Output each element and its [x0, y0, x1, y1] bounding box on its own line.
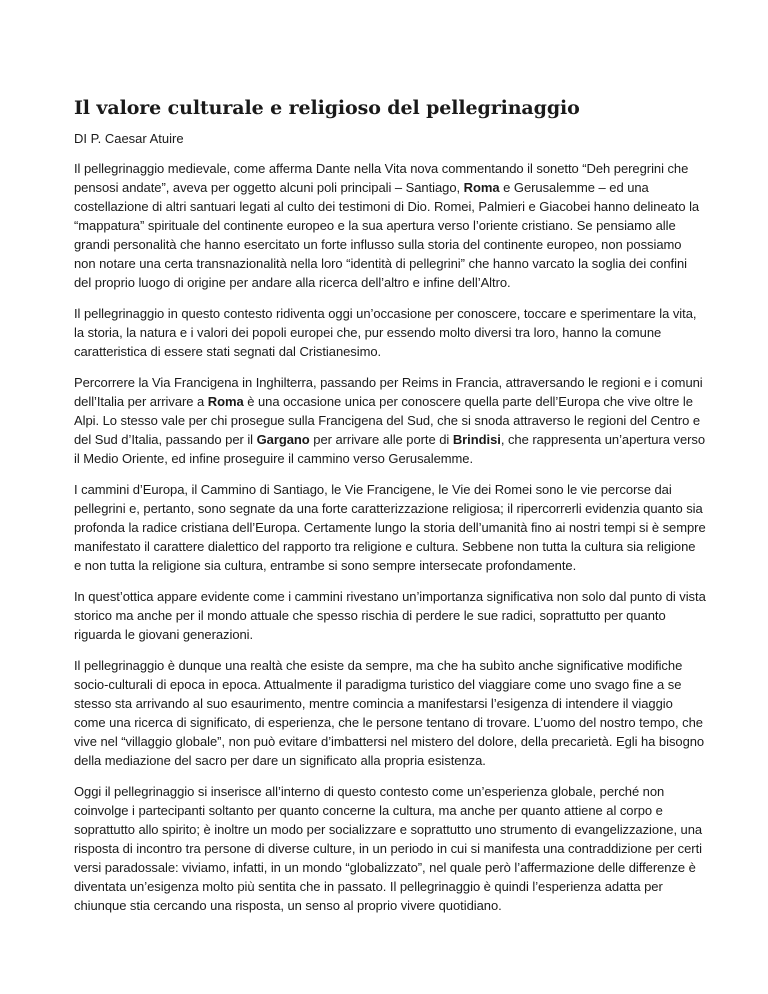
- text-run: Il pellegrinaggio è dunque una realtà che esiste da sempre, ma che ha subìto anche significative modifiche socio-culturali di epoca in epoca. Attualmente il paradigma turistico del viaggiare come uno svago fine a se stesso sta arrivando al suo esaurimento, mentre comincia a manifestarsi l’esigenza di intendere il viaggio come una ricerca di significato, di esperienza, che le persone tentano di trovare. L’uomo del nostro tempo, che vive nel “villaggio globale”, non può evitare d’imbattersi nel mistero del dolore, della precarietà. Egli ha bisogno della mediazione del sacro per dare un significato alla propria esistenza.: [74, 658, 705, 768]
- text-run: Percorrere la Via Francigena in Inghilterra, passando per Reims in Francia, attraversando le regioni e i comuni dell’Italia per arrivare a: [74, 375, 703, 409]
- text-run: Il pellegrinaggio in questo contesto ridiventa oggi un’occasione per conoscere, toccare e sperimentare la vita, la storia, la natura e i valori dei popoli europei che, pur essendo molto diversi tra loro, hanno la comune caratteristica di essere stati segnati dal Cristianesimo.: [74, 306, 697, 359]
- document-page: [74, 96, 706, 927]
- text-run: , che rappresenta un’apertura verso il Medio Oriente, ed infine proseguire il cammino verso Gerusalemme.: [74, 432, 706, 466]
- text-run: I cammini d’Europa, il Cammino di Santiago, le Vie Francigene, le Vie dei Romei sono le vie percorse dai pellegrini e, pertanto, sono segnate da una forte caratterizzazione religiosa; il ripercorrerli evidenzia quanto sia profonda la radice cristiana dell’Europa. Certamente lungo la storia dell’umanità fino ai nostri tempi si è sempre manifestato il carattere dialettico del rapporto tra religione e cultura. Sebbene non tutta la cultura sia religione e non tutta la religione sia cultura, entrambe si sono sempre intersecate profondamente.: [74, 482, 706, 573]
- article-title: Il valore culturale e religioso del pellegrinaggio: [74, 97, 580, 119]
- paragraph: [74, 159, 706, 292]
- paragraph: [74, 656, 706, 770]
- paragraph: [74, 782, 706, 915]
- paragraph: [74, 587, 706, 644]
- text-run: Oggi il pellegrinaggio si inserisce all’interno di questo contesto come un’esperienza globale, perché non coinvolge i partecipanti soltanto per quanto concerne la cultura, ma anche per quanto attiene al corpo e soprattutto allo spirito; è inoltre un modo per socializzare e soprattutto uno strumento di evangelizzazione, una risposta di incontro tra persone di diverse culture, in un periodo in cui si manifesta una contraddizione per certi versi paradossale: viviamo, infatti, in un mondo “globalizzato”, nel quale però l’affermazione delle differenze è diventata un’esigenza molto più sentita che in passato. Il pellegrinaggio è quindi l’esperienza adatta per chiunque stia cercando una risposta, un senso al proprio vivere quotidiano.: [74, 784, 703, 913]
- paragraph: [74, 304, 706, 361]
- paragraph: [74, 373, 706, 468]
- text-run: e Gerusalemme – ed una costellazione di altri santuari legati al culto dei testimoni di Dio. Romei, Palmieri e Giacobei hanno delineato la “mappatura” spirituale del continente europeo e la sua apertura verso l’oriente cristiano. Se pensiamo alle grandi personalità che hanno esercitato un forte influsso sulla storia del continente europeo, non possiamo non notare una certa transnazionalità nella loro “identità di pellegrini” che hanno varcato la soglia dei confini del proprio luogo di origine per andare alla ricerca dell’altro e infine dell’Altro.: [74, 180, 700, 290]
- bold-term: Brindisi: [452, 432, 501, 447]
- article-body: [74, 159, 706, 915]
- article-author: DI P. Caesar Atuire: [74, 131, 184, 146]
- text-run: è una occasione unica per conoscere quella parte dell’Europa che vive oltre le Alpi. Lo stesso vale per chi prosegue sulla Francigena del Sud, che si snoda attraverso le regioni del Centro e del Sud d’Italia, passando per il: [74, 394, 701, 447]
- text-run: Il pellegrinaggio medievale, come afferma Dante nella Vita nova commentando il sonetto “Deh peregrini che pensosi andate”, aveva per oggetto alcuni poli principali – Santiago,: [74, 161, 689, 195]
- text-run: per arrivare alle porte di: [309, 432, 453, 447]
- bold-term: Gargano: [256, 432, 310, 447]
- text-run: In quest’ottica appare evidente come i cammini rivestano un’importanza significativa non solo dal punto di vista storico ma anche per il mondo attuale che spesso rischia di perdere le sue radici, soprattutto per quanto riguarda le giovani generazioni.: [74, 589, 706, 642]
- bold-term: Roma: [463, 180, 500, 195]
- bold-term: Roma: [207, 394, 244, 409]
- paragraph: [74, 480, 706, 575]
